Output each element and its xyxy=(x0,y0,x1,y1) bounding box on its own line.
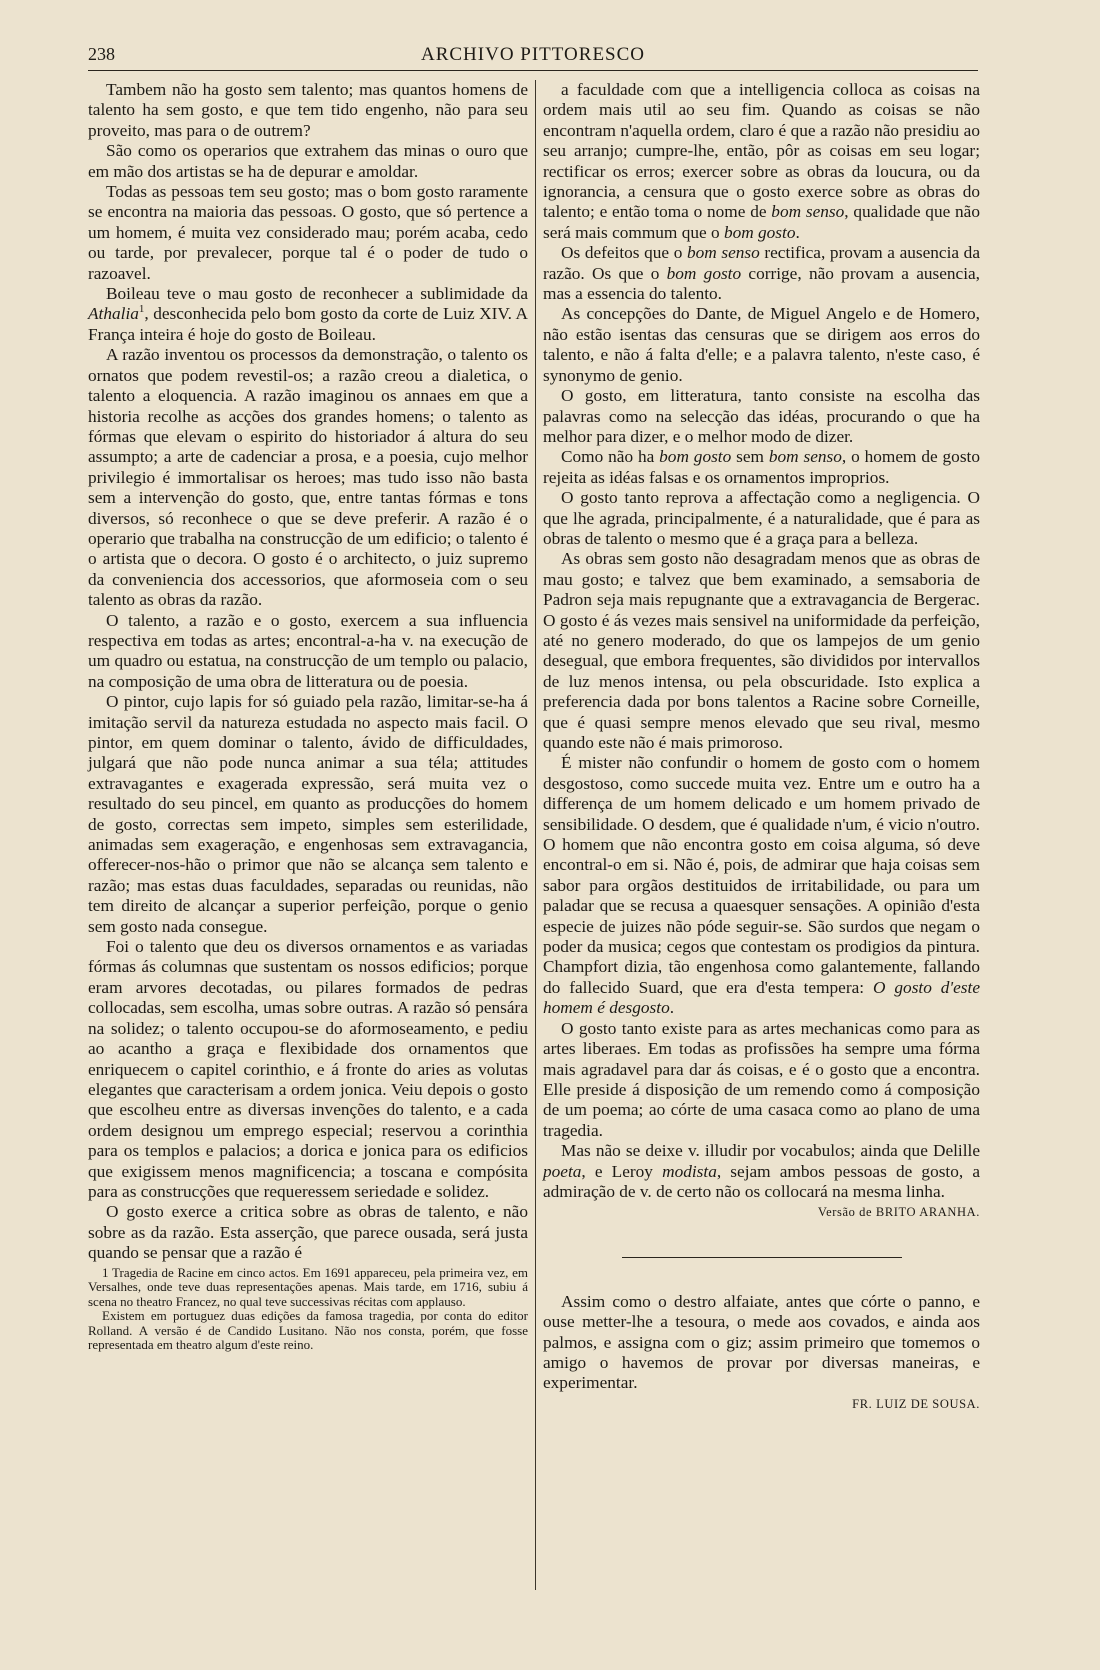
paragraph: São como os operarios que extrahem das minas o ouro que em mão dos artistas se ha de depurar e amoldar. xyxy=(88,141,528,181)
section-separator xyxy=(622,1257,902,1258)
paragraph: Todas as pessoas tem seu gosto; mas o bom gosto raramente se encontra na maioria das pessoas. O gosto, que só pertence a um homem, é muita vez considerado mau; porém acaba, cedo ou tarde, por prevalecer, porque tal é o poder de tudo o razoavel. xyxy=(88,182,528,283)
running-title: ARCHIVO PITTORESCO xyxy=(420,44,646,65)
paragraph: O gosto tanto existe para as artes mechanicas como para as artes liberaes. Em todas as profissões ha sempre uma fórma mais agradavel para dar ás coisas, e é o gosto que a encontra. Elle preside á disposição de um remendo como á composição de um poema; ao córte de uma casaca como ao plano de uma tragedia. xyxy=(543,1018,980,1140)
paragraph: As obras sem gosto não desagradam menos que as obras de mau gosto; e talvez que bem examinado, a semsaboria de Padron seja mais repugnante que a extravagancia de Bergerac. O gosto é ás vezes mais sensivel na uniformidade da perfeição, até no genero moderado, do que os lampejos de um genio desegual, que embora frequentes, são divididos por intervallos de luz menos intensa, ou pela obscuridade. Isto explica a preferencia dada por bons talentos a Racine sobre Corneille, que é quasi sempre menos elevado que seu rival, mesmo quando este não é mais primoroso. xyxy=(543,549,980,752)
header-rule xyxy=(88,70,978,71)
page-number: 238 xyxy=(88,44,115,64)
paragraph: a faculdade com que a intelligencia colloca as coisas na ordem mais util ao seu fim. Quando as coisas se não encontram n'aquella ordem, claro é que a razão não presidiu ao seu arranjo; cumpre-lhe, então, pôr as coisas em seu logar; rectificar os erros; exercer sobre as obras da loucura, ou da ignorancia, a censura que o gosto exerce sobre as obras do talento; e então toma o nome de bom senso, qualidade que não será mais commum que o bom gosto. xyxy=(543,80,980,242)
paragraph: As concepções do Dante, de Miguel Angelo e de Homero, não estão isentas das censuras que se dirigem aos erros do talento, e não á falta d'elle; e a palavra talento, n'este caso, é synonymo de genio. xyxy=(543,304,980,385)
footnotes xyxy=(88,1266,528,1353)
paragraph: Foi o talento que deu os diversos ornamentos e as variadas fórmas ás columnas que sustentam os nossos edificios; porque eram arvores decotadas, ou pilares formados de pedras collocadas, sem escolha, umas sobre outras. A razão só pensára na solidez; o talento occupou-se do aformoseamento, e pediu ao acantho a graça e flexibidade dos ornamentos que enriquecem o capitel corinthio, e á fronte do aries as volutas elegantes que caracterisam a ordem jonica. Veiu depois o gosto que escolheu entre as diversas invenções do talento, e a cada ordem designou um emprego especial; reservou a corinthia para os templos e palacios; a dorica e jonica para os edificios que exigissem menos magnificencia; a toscana e compósita para as construcções que requeressem seriedade e solidez. xyxy=(88,937,528,1201)
footnote: Existem em portuguez duas edições da famosa tragedia, por conta do editor Rolland. A versão é de Candido Lusitano. Não nos consta, porém, que fosse representada em theatro algum d'este reino. xyxy=(88,1308,528,1353)
paragraph: O gosto tanto reprova a affectação como a negligencia. O que lhe agrada, principalmente, é a naturalidade, que é para as obras de talento o mesmo que é a graça para a belleza. xyxy=(543,488,980,548)
paragraph: O talento, a razão e o gosto, exercem a sua influencia respectiva em todas as artes; encontral-a-ha v. na execução de um quadro ou estatua, na construcção de um templo ou palacio, na composição de uma obra de litteratura ou de poesia. xyxy=(88,610,528,691)
translator-signature: Versão de BRITO ARANHA. xyxy=(817,1205,980,1220)
footnote-mark: 1 xyxy=(138,303,145,316)
paragraph: A razão inventou os processos da demonstração, o talento os ornatos que podem revestil-os; a razão creou a dialetica, o talento a eloquencia. A razão imaginou os annaes em que a historia recolhe as acções dos grandes homens; o talento as fórmas que elevam o espirito do historiador á altura do seu assumpto; a arte de cadenciar a prosa, e a poesia, cujo melhor privilegio é immortalisar os heroes; mas tudo isso não basta sem a intervenção do gosto, que, entre tantas fórmas e tons diversos, só reconhece o que se deve preferir. A razão é o operario que trabalha na construcção de um edificio; o talento é o artista que o decora. O gosto é o architecto, o juiz supremo da conveniencia dos accessorios, que aformoseia com o seu talento as obras da razão. xyxy=(88,345,528,610)
paragraph: Tambem não ha gosto sem talento; mas quantos homens de talento ha sem gosto, e que tem tido engenho, não para seu proveito, mas para o de outrem? xyxy=(88,80,528,140)
author-signature: FR. LUIZ DE SOUSA. xyxy=(852,1396,980,1411)
paragraph: É mister não confundir o homem de gosto com o homem desgostoso, como succede muita vez. Entre um e outro ha a differença de um homem delicado e um homem privado de sensibilidade. O desdem, que é qualidade n'um, é vicio n'outro. O homem que não encontra gosto em coisa alguma, só deve encontral-o em si. Não é, pois, de admirar que haja coisas sem sabor para orgãos destituidos de irritabilidade, ou para um paladar que se recusa a quaesquer sensações. A opinião d'esta especie de juizes não póde seguir-se. São surdos que negam o poder da musica; cegos que contestam os prodigios da pintura. Champfort dizia, tão engenhosa como galantemente, fallando do fallecido Suard, que era d'esta tempera: O gosto d'este homem é desgosto. xyxy=(543,753,980,1018)
paragraph: O pintor, cujo lapis for só guiado pela razão, limitar-se-ha á imitação servil da natureza estudada no aspecto mais facil. O pintor, em quem dominar o talento, ávido de difficuldades, julgará que não pode nunca animar a sua téla; attitudes extravagantes e exagerada expressão, será muita vez o resultado do seu pincel, em quanto as producções do homem de gosto, correctas sem impeto, simples sem esterilidade, animadas sem exageração, e engenhosas sem extravagancia, offerecer-nos-hão o primor que não se alcança sem talento e razão; mas estas duas faculdades, separadas ou reunidas, não tem direito de alcançar a superior perfeição, porque o genio sem gosto nada consegue. xyxy=(88,692,528,936)
paragraph: O gosto exerce a critica sobre as obras de talento, e não sobre as da razão. Esta asserção, que parece ousada, será justa quando se pensar que a razão é xyxy=(88,1202,528,1263)
column-divider xyxy=(535,80,536,1590)
footnote: 1 Tragedia de Racine em cinco actos. Em 1691 appareceu, pela primeira vez, em Versalhes, onde teve duas representações apenas. Mais tarde, em 1716, subiu á scena no theatro Francez, no qual teve successivas récitas com applauso. xyxy=(88,1264,528,1309)
paragraph-boileau: Boileau teve o mau gosto de reconhecer a sublimidade da Athalia$^1$, desconhecida pelo bom gosto da corte de Luiz XIV. A França inteira é hoje do gosto de Boileau. xyxy=(88,284,528,344)
left-column xyxy=(88,80,528,1353)
paragraph: Mas não se deixe v. illudir por vocabulos; ainda que Delille poeta, e Leroy modista, sejam ambos pessoas de gosto, a admiração de v. de certo não os collocará na mesma linha. xyxy=(543,1141,981,1201)
paragraph: Os defeitos que o bom senso rectifica, provam a ausencia da razão. Os que o bom gosto corrige, não provam a ausencia, mas a essencia do talento. xyxy=(543,243,981,304)
right-column xyxy=(543,80,980,1414)
paragraph: Assim como o destro alfaiate, antes que córte o panno, e ouse metter-lhe a tesoura, o mede aos covados, e ainda aos palmos, e assigna com o giz; assim primeiro que tomemos o amigo o havemos de provar por diversas maneiras, e experimentar. xyxy=(543,1291,980,1393)
paragraph: Como não ha bom gosto sem bom senso, o homem de gosto rejeita as idéas falsas e os ornamentos improprios. xyxy=(543,447,980,487)
italic-title: Athalia xyxy=(88,304,139,324)
paragraph: O gosto, em litteratura, tanto consiste na escolha das palavras como na selecção das idéas, procurando o que ha melhor para dizer, e o melhor modo de dizer. xyxy=(543,386,980,446)
